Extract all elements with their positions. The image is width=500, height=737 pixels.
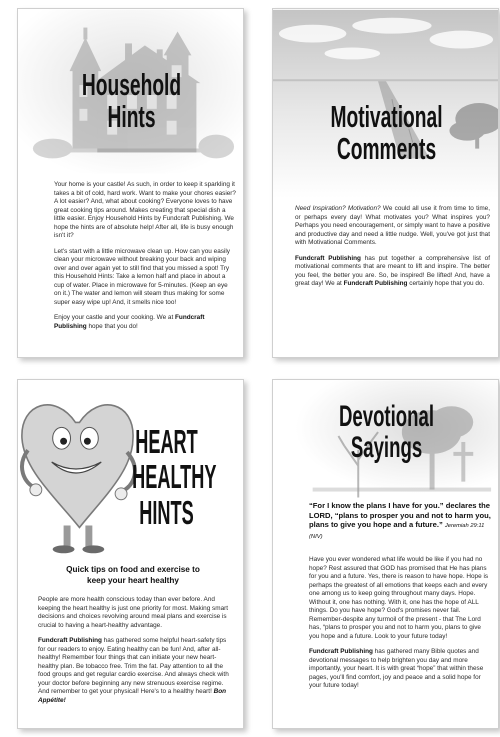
body-paragraph [309, 648, 491, 691]
title-line: Comments [336, 130, 437, 166]
household-hints-card [17, 8, 244, 358]
title-line: HEART [135, 423, 198, 460]
heart-healthy-hints-title [132, 423, 217, 531]
paragraph-text: has put together a comprehensive list of motivational comments that are meant to lift and inspire. The better you feel, the better you are. So, be inspired! Be lifted! And, have a great day! We at [295, 254, 490, 288]
paragraph-text: has gathered some helpful heart-safety tips for our readers to enjoy. Eating healthy can be fun! And, after all-healthy! Remember four things that can initiate your new heart-healthy plan. Be tobacco free. Trim the fat. Pay attention to all the food groups and get regular cardio exercise. And always check with your doctor before beginning any new strenuous exercise regime. And remember to get your physical! Here's to a healthy heart! [38, 637, 229, 696]
quote-text: “For I know the plans I have for you.” declares the LORD, “plans to prosper you and not to harm you, plans to give you hope and a future.” [309, 501, 491, 530]
household-hints-body [54, 181, 236, 338]
paragraph-text: has gathered many Bible quotes and devotional messages to help brighten you day and more importantly, your heart. It is with great “hope” that within these pages, you'll find comfort, joy and peace and a solid hope for your future today! [309, 648, 484, 690]
title-line: Sayings [350, 430, 423, 464]
title-line: Devotional [338, 400, 435, 433]
body-paragraph: People are more health conscious today than ever before. And keeping the heart healthy is just one priority for most. Making smart decisions and choices revolving around meal plans and exercise is crucial to having a heart-healthy advantage. [38, 596, 229, 629]
scripture-quote [309, 501, 491, 541]
title-line: Motivational [330, 99, 443, 134]
title-line: Household [81, 67, 182, 102]
body-paragraph [38, 637, 230, 705]
closing-paragraph [54, 314, 236, 331]
publisher-name: Fundcraft Publishing [295, 254, 361, 262]
body-paragraph: Let's start with a little microwave clean up. How can you easily clean your microwave without breaking your back and wiping over and over again yet to still find that you missed a spot! Try this Household Hints: Take a lemon half and place in about a cup of water. Place in microwave for 5-minutes. (Keep an eye on it.) The water and lemon will steam thus making for some super easy wipe up! And, it smells nice too! [54, 247, 230, 306]
devotional-sayings-body [309, 556, 491, 698]
body-paragraph [295, 255, 490, 289]
closing-text: Enjoy your castle and your cooking. We at [54, 314, 176, 322]
body-paragraph: Your home is your castle! As such, in order to keep it sparkling it takes a bit of cold, hard work. Want to make your chores easier? A lot easier? And, what about cooking? Everyone loves to have great cooking tips around. Makes creating that special dish a little easier. Enjoy Household Hints by Fundcraft Publishing. We hope the hints are of absolute help! After all, life is busy enough isn't it? [54, 181, 236, 240]
devotional-sayings-card [272, 379, 499, 729]
publisher-name: Fundcraft Publishing [54, 314, 205, 330]
signoff-text: Bon Appétite! [38, 688, 227, 704]
heart-healthy-body [38, 596, 230, 712]
household-hints-title [61, 69, 202, 132]
heart-healthy-subhead [38, 565, 228, 586]
intro-question: Need Inspiration? Motivation? [295, 205, 381, 212]
body-paragraph [295, 205, 490, 248]
paragraph-text: We could all use it from time to time, or perhaps every day! What motivates you? What inspires you? Perhaps you need encouragement, or simply want to have a positive and productive day and need a little nudge. Well, you've got just that with Motivational Comments. [295, 205, 490, 247]
heart-healthy-hints-card [17, 379, 244, 729]
motivational-comments-title [316, 101, 457, 164]
paragraph-text-end: certainly hope that you do. [407, 280, 485, 288]
body-paragraph: Have you ever wondered what life would be like if you had no hope? Rest assured that GOD has promised that He has plans for you and a future. Yes, there is reason to have hope. Hope is perhaps the greatest of all emotions that keeps each and every one among us to keep going throughout many days. Hope. Without it, one has nothing. With it, one has the hope of ALL things. Do you have hope? God's promises never fail. Remember-despite any turmoil of the present - that The Lord has, “plans to prosper you and not to harm you, plans to give you hope and a future. Look to your future today! [309, 556, 489, 640]
publisher-name: Fundcraft Publishing [343, 280, 408, 288]
closing-text-end: hope that you do! [86, 322, 138, 330]
quote-reference: Jeremiah 29:11 (NIV) [309, 523, 485, 540]
motivational-comments-card [272, 8, 499, 358]
title-line: HEALTHY [132, 458, 217, 496]
subhead-line: keep your heart healthy [87, 575, 179, 585]
title-line: HINTS [139, 493, 194, 531]
publisher-name: Fundcraft Publishing [38, 637, 102, 645]
subhead-line: Quick tips on food and exercise to [66, 565, 200, 574]
publisher-name: Fundcraft Publishing [309, 648, 373, 656]
title-line: Hints [107, 98, 156, 134]
devotional-sayings-title [316, 402, 457, 463]
motivational-comments-body [295, 205, 490, 296]
